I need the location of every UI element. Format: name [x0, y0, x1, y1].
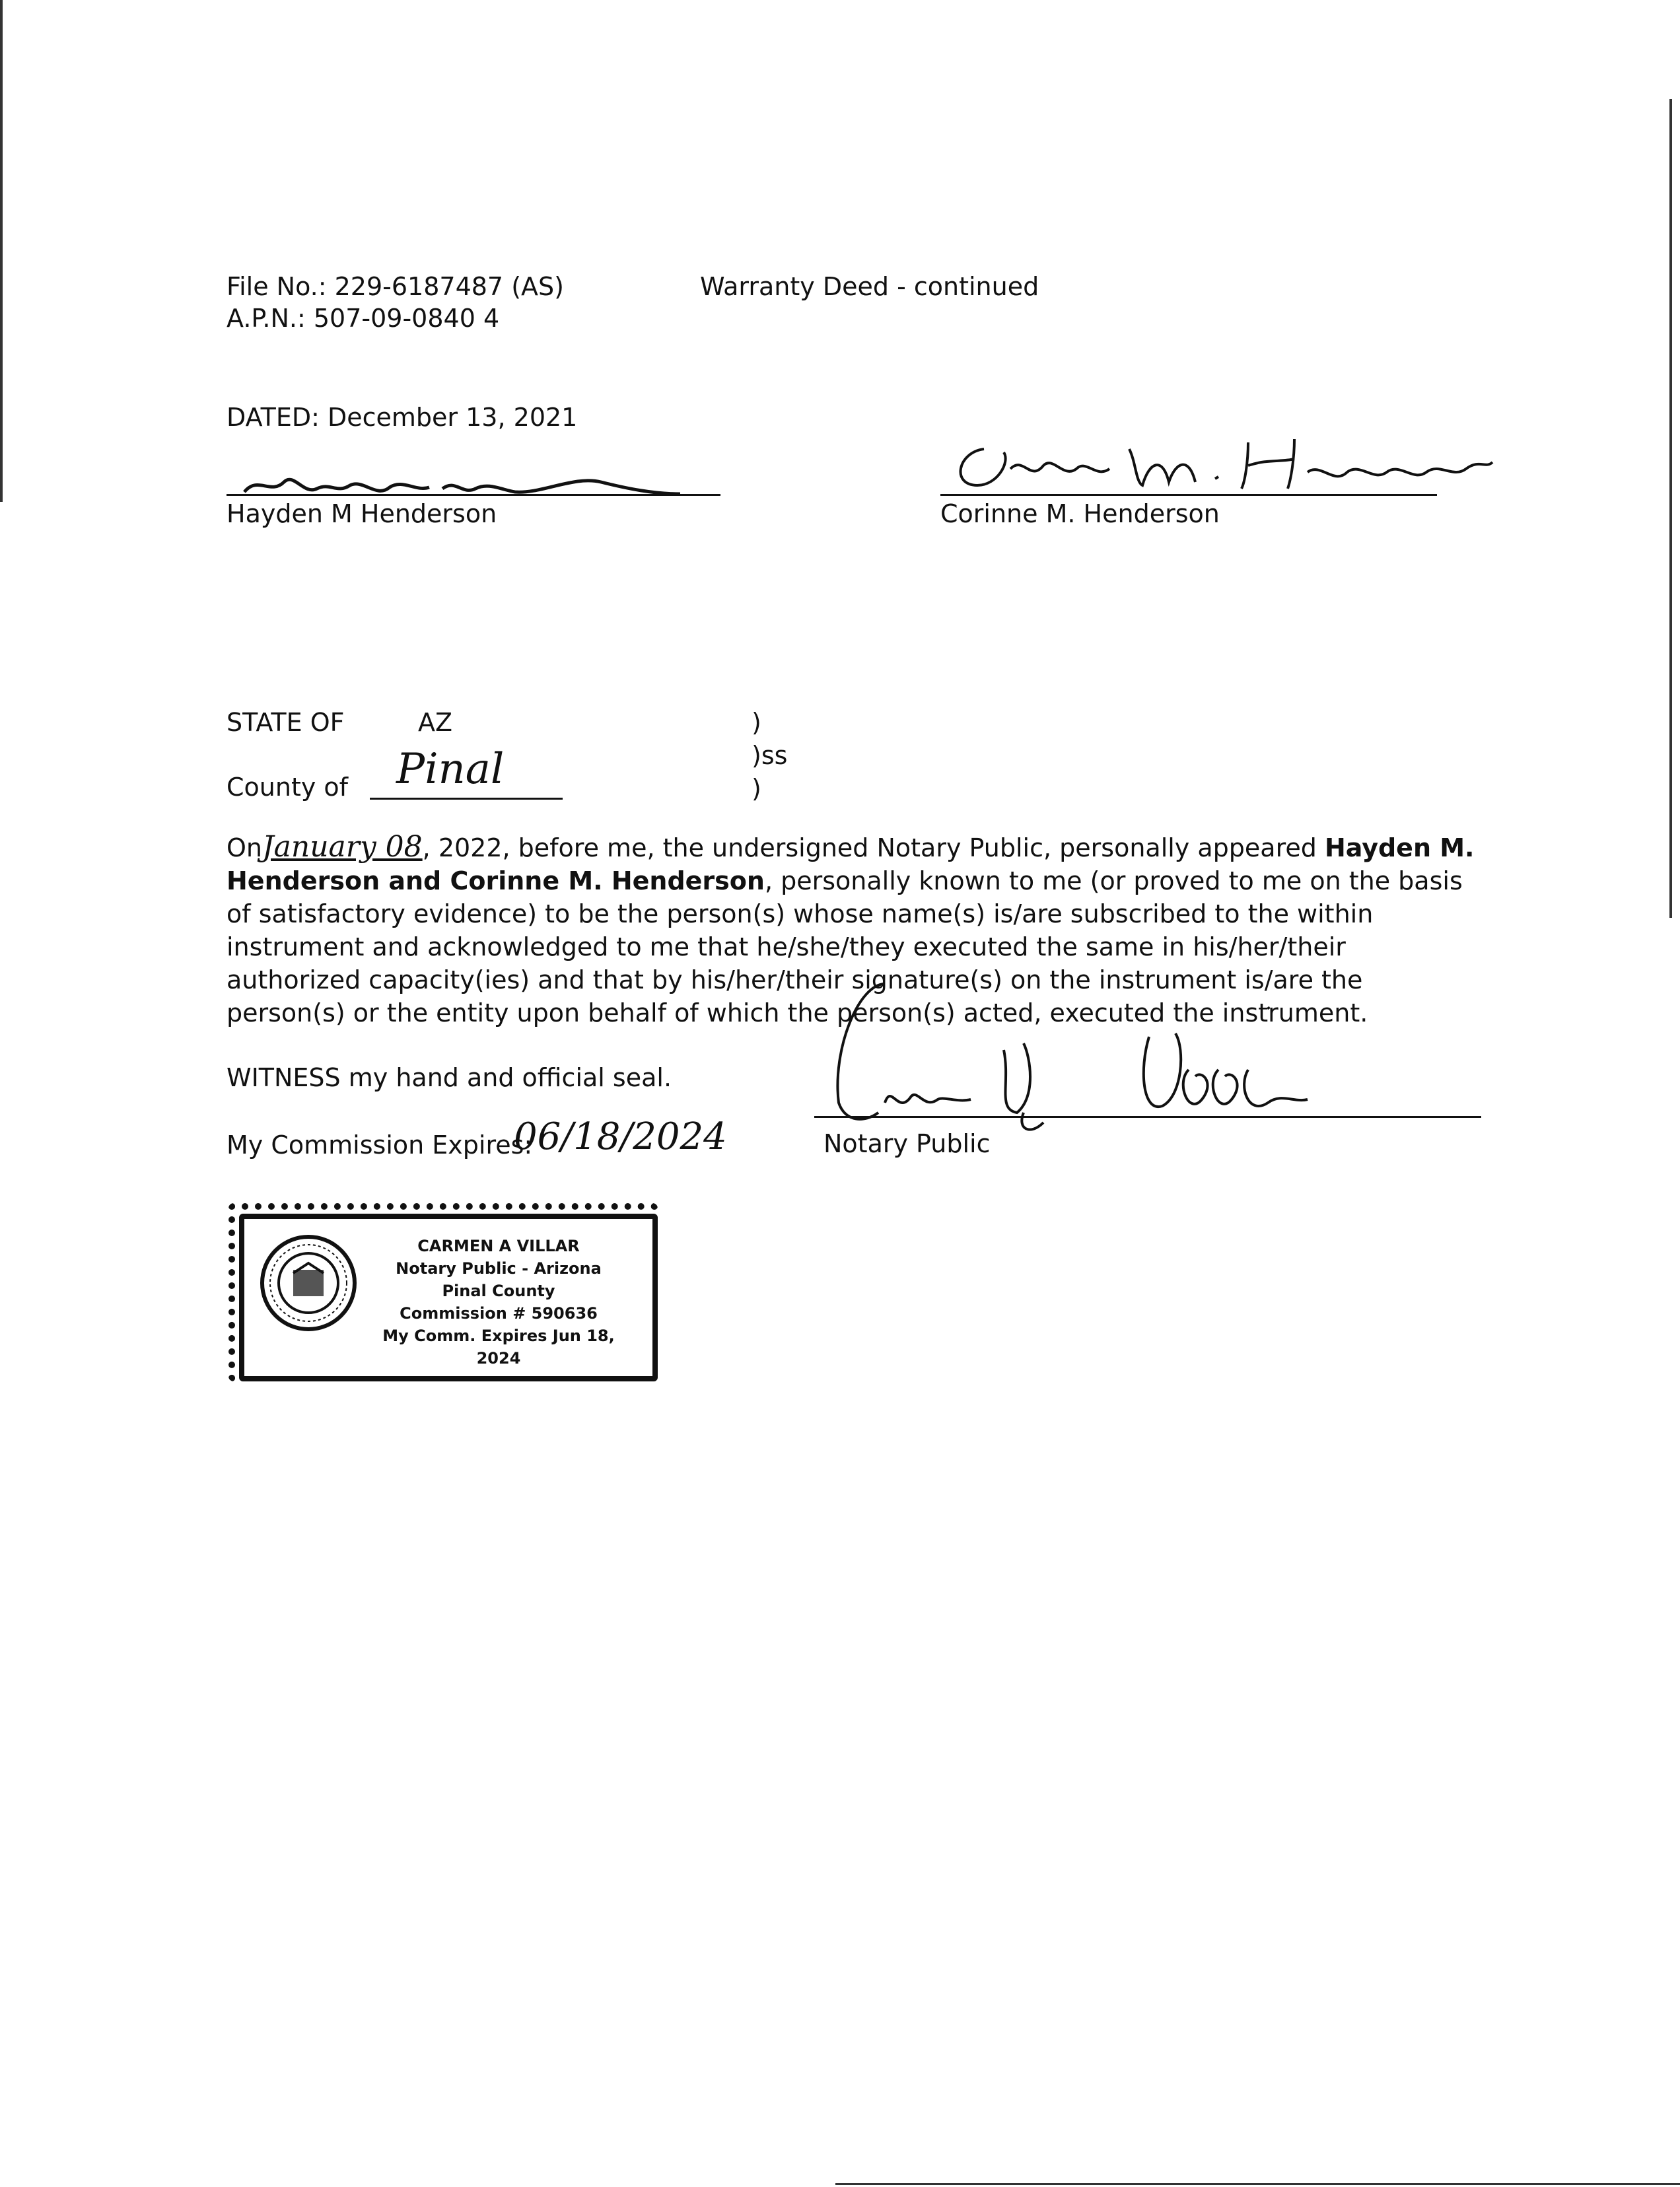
- ack-on: On: [227, 833, 262, 862]
- county-value: Pinal: [396, 745, 505, 794]
- scan-edge-mark: [1669, 99, 1672, 918]
- ack-names: Hayden M. Henderson and Corinne M. Henderson: [227, 833, 1475, 895]
- scan-edge-mark-left: [0, 0, 3, 502]
- witness-line: WITNESS my hand and official seal.: [227, 1063, 672, 1092]
- signer-name-right: Corinne M. Henderson: [940, 499, 1220, 528]
- stamp-line-county: Pinal County: [442, 1282, 555, 1300]
- county-line: [370, 798, 563, 800]
- file-number: File No.: 229-6187487 (AS): [227, 272, 564, 301]
- state-label: STATE OF: [227, 708, 345, 737]
- paren-top: ): [752, 708, 761, 737]
- commission-date: 06/18/2024: [514, 1115, 727, 1158]
- signer-name-left: Hayden M Henderson: [227, 499, 497, 528]
- paren-bottom: ): [752, 774, 761, 803]
- signature-line-right: [940, 494, 1437, 496]
- document-title: Warranty Deed - continued: [700, 272, 1039, 301]
- signature-line-left: [227, 494, 720, 496]
- ack-handwritten-date: January 08: [262, 830, 423, 864]
- state-value: AZ: [418, 708, 453, 737]
- scan-edge-mark-bottom: [835, 2183, 1680, 2185]
- notary-signature-line: [814, 1116, 1481, 1118]
- commission-label: My Commission Expires:: [227, 1130, 533, 1160]
- ack-text-1: , 2022, before me, the undersigned Notary Public, personally appeared: [422, 833, 1325, 862]
- stamp-line-expires: My Comm. Expires Jun 18, 2024: [382, 1327, 615, 1368]
- notary-stamp-text: [363, 1235, 634, 1370]
- ack-text-2: , personally known to me (or proved to me on the basis of satisfactory evidence) to be the person(s) whose name(s) is/are subscribed to the within instrument and acknowledged to me that he/she/they executed the same in his/her/their authorized capacity(ies) and that by his/her/their signature(s) on the instrument is/are the person(s) or the entity upon behalf of which the person(s) acted, executed the instrument.: [227, 866, 1463, 1027]
- stamp-line-commission: Commission # 590636: [400, 1304, 598, 1323]
- notary-public-label: Notary Public: [823, 1129, 991, 1158]
- county-label: County of: [227, 773, 349, 802]
- arizona-seal-icon: [259, 1233, 358, 1333]
- apn-number: A.P.N.: 507-09-0840 4: [227, 304, 500, 333]
- paren-ss: )ss: [752, 741, 788, 770]
- stamp-line-name: CARMEN A VILLAR: [417, 1237, 580, 1255]
- corinne-signature: [938, 423, 1499, 495]
- dated-line: DATED: December 13, 2021: [227, 403, 578, 432]
- stamp-line-title: Notary Public - Arizona: [396, 1259, 602, 1278]
